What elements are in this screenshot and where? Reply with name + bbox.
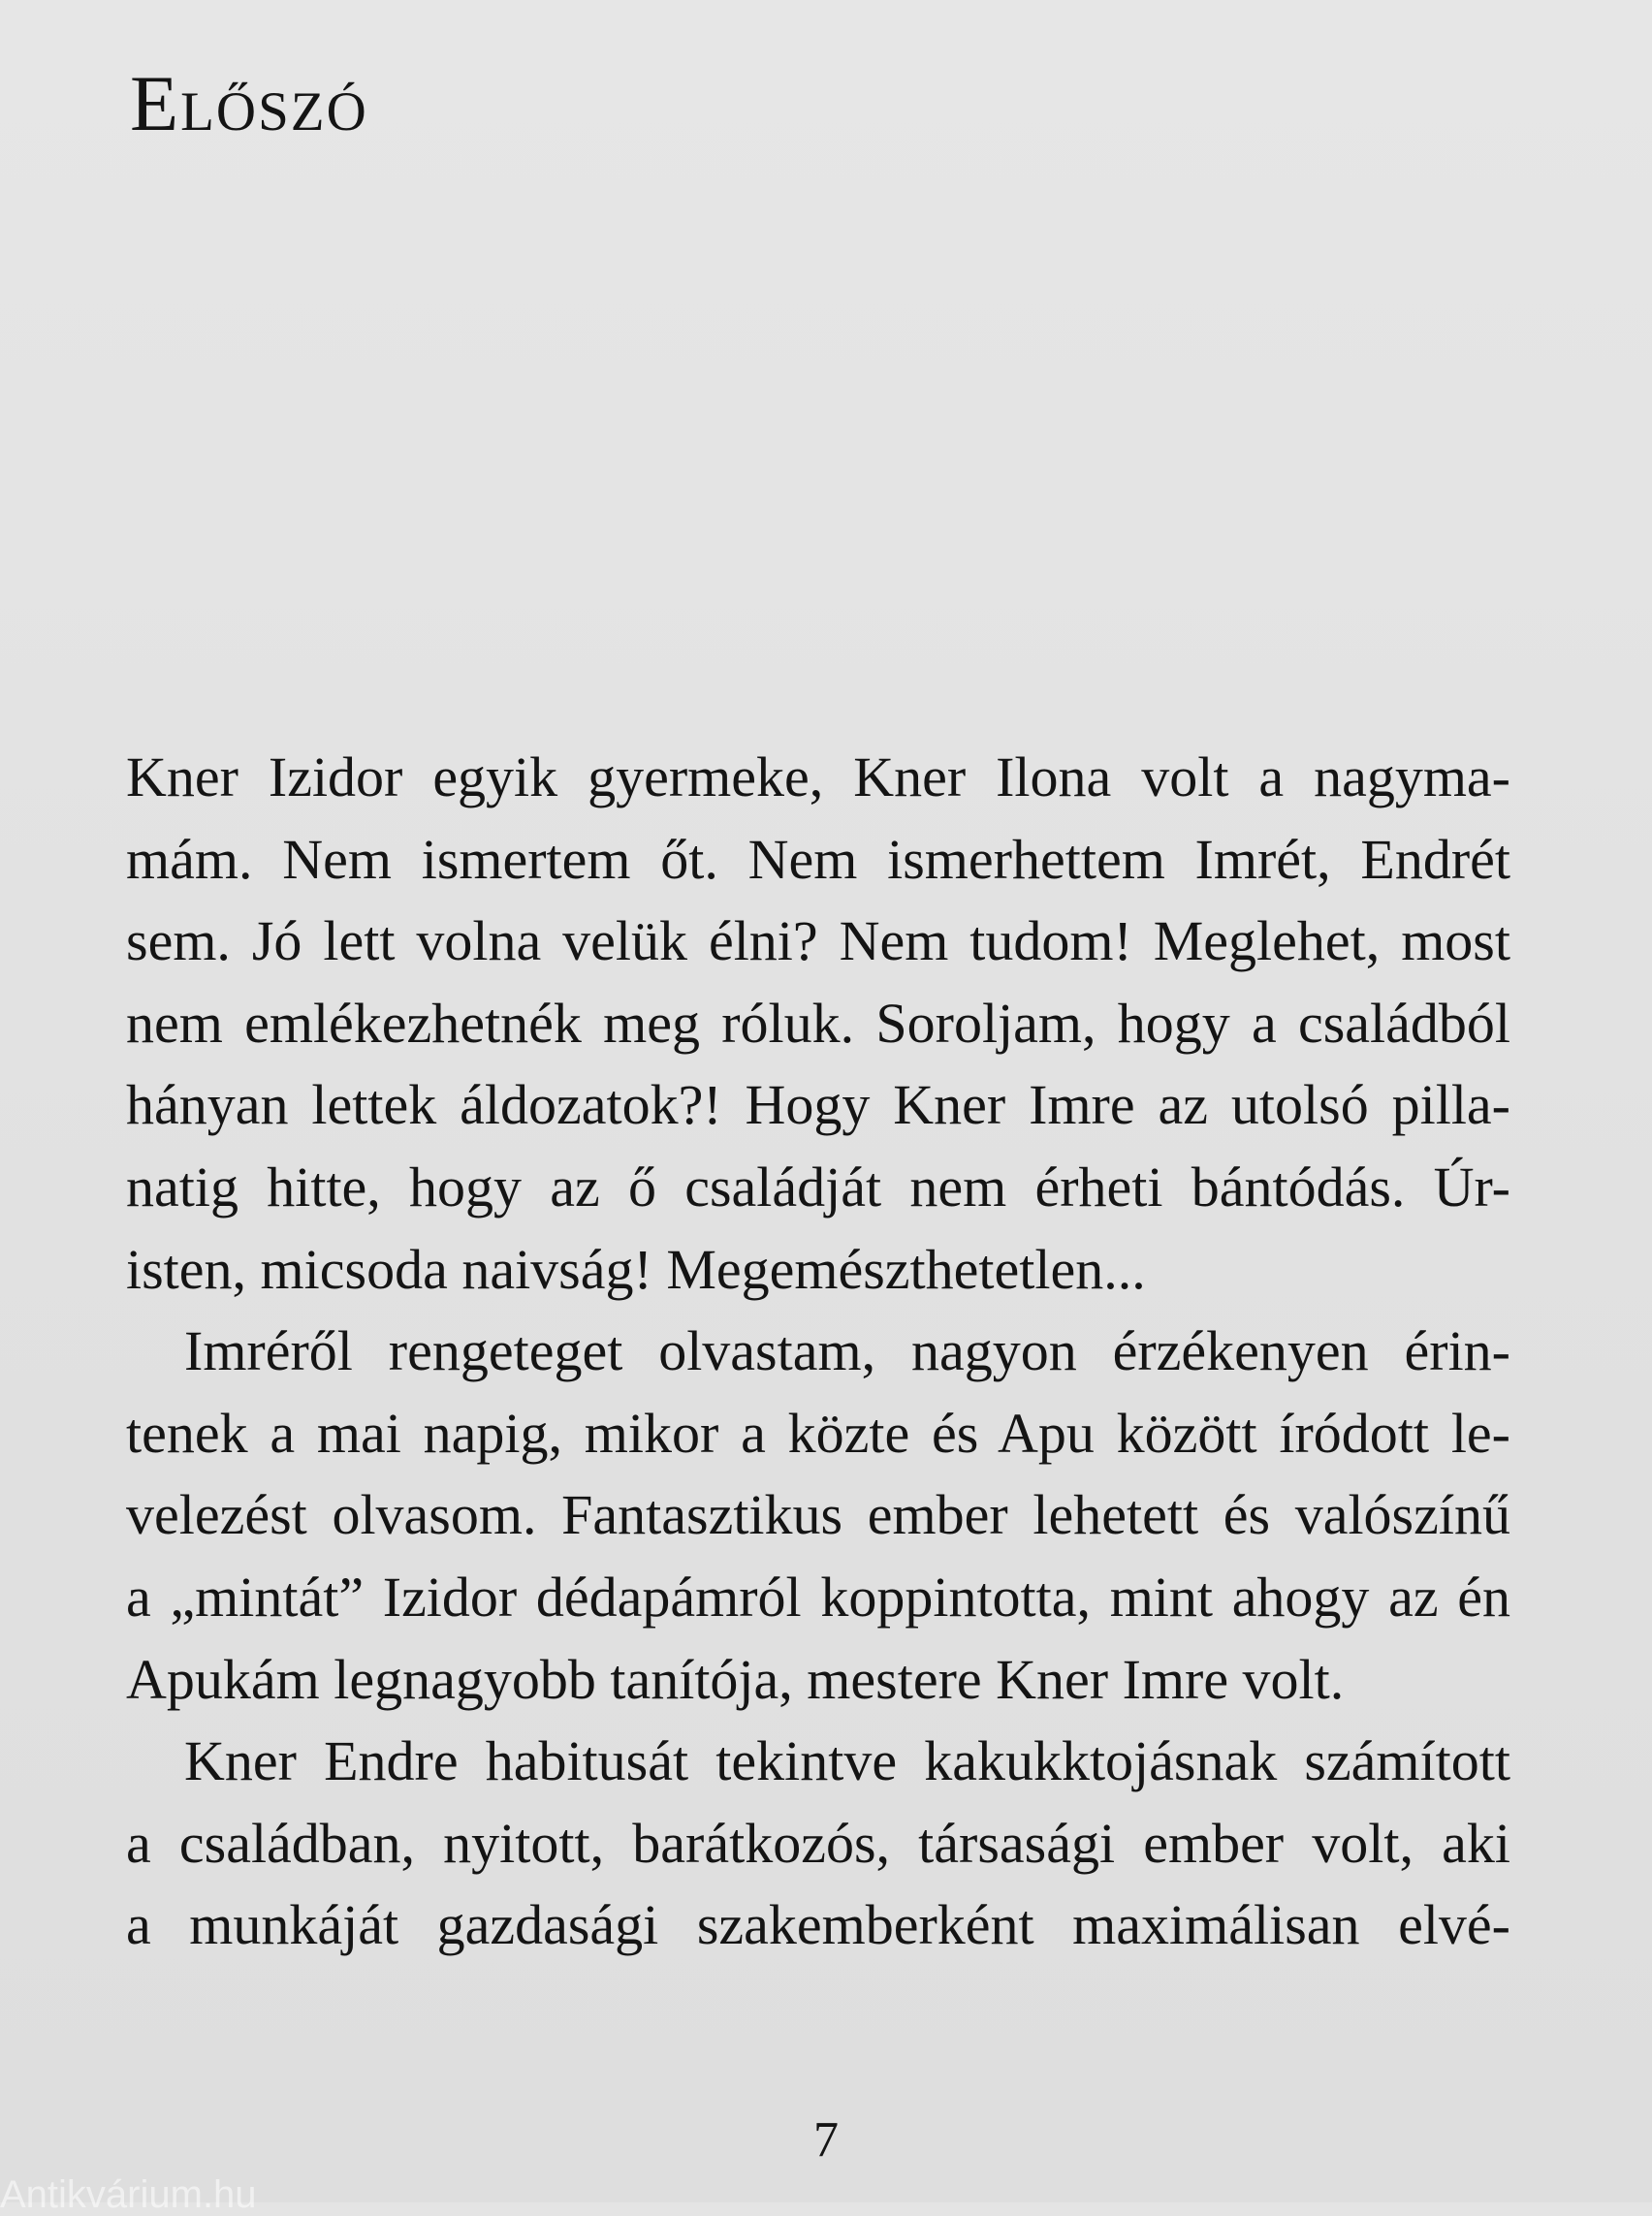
text-line: tenek a mai napig, mikor a közte és Apu között íródott le- [126,1401,1510,1465]
text-line: mám. Nem ismertem őt. Nem ismerhettem Imrét, Endrét [126,827,1510,891]
text-line: a munkáját gazdasági szakemberként maximálisan elvé- [126,1893,1510,1957]
text-line: Kner Endre habitusát tekintve kakukktojásnak számított [184,1729,1510,1793]
watermark: Antikvárium.hu [0,2173,257,2216]
text-line: sem. Jó lett volna velük élni? Nem tudom! Meglehet, most [126,909,1510,973]
text-line: velezést olvasom. Fantasztikus ember lehetett és valószínű [126,1483,1510,1547]
text-line: a „mintát” Izidor dédapámról koppintotta, mint ahogy az én [126,1565,1510,1629]
text-line: a családban, nyitott, barátkozós, társasági ember volt, aki [126,1811,1510,1875]
text-line: Kner Izidor egyik gyermeke, Kner Ilona volt a nagyma- [126,745,1510,808]
page-number: 7 [813,2112,839,2168]
text-line: hányan lettek áldozatok?! Hogy Kner Imre az utolsó pilla- [126,1073,1510,1137]
text-line: isten, micsoda naivság! Megemészthetetlen... [126,1237,1146,1301]
text-line: natig hitte, hogy az ő családját nem érheti bántódás. Úr- [126,1155,1510,1219]
text-line: nem emlékezhetnék meg róluk. Soroljam, hogy a családból [126,991,1510,1055]
body-text [126,737,1510,1967]
chapter-heading: Előszó [130,59,368,147]
text-line: Imréről rengeteget olvastam, nagyon érzékenyen érin- [184,1319,1510,1383]
text-line: Apukám legnagyobb tanítója, mestere Kner Imre volt. [126,1647,1345,1711]
